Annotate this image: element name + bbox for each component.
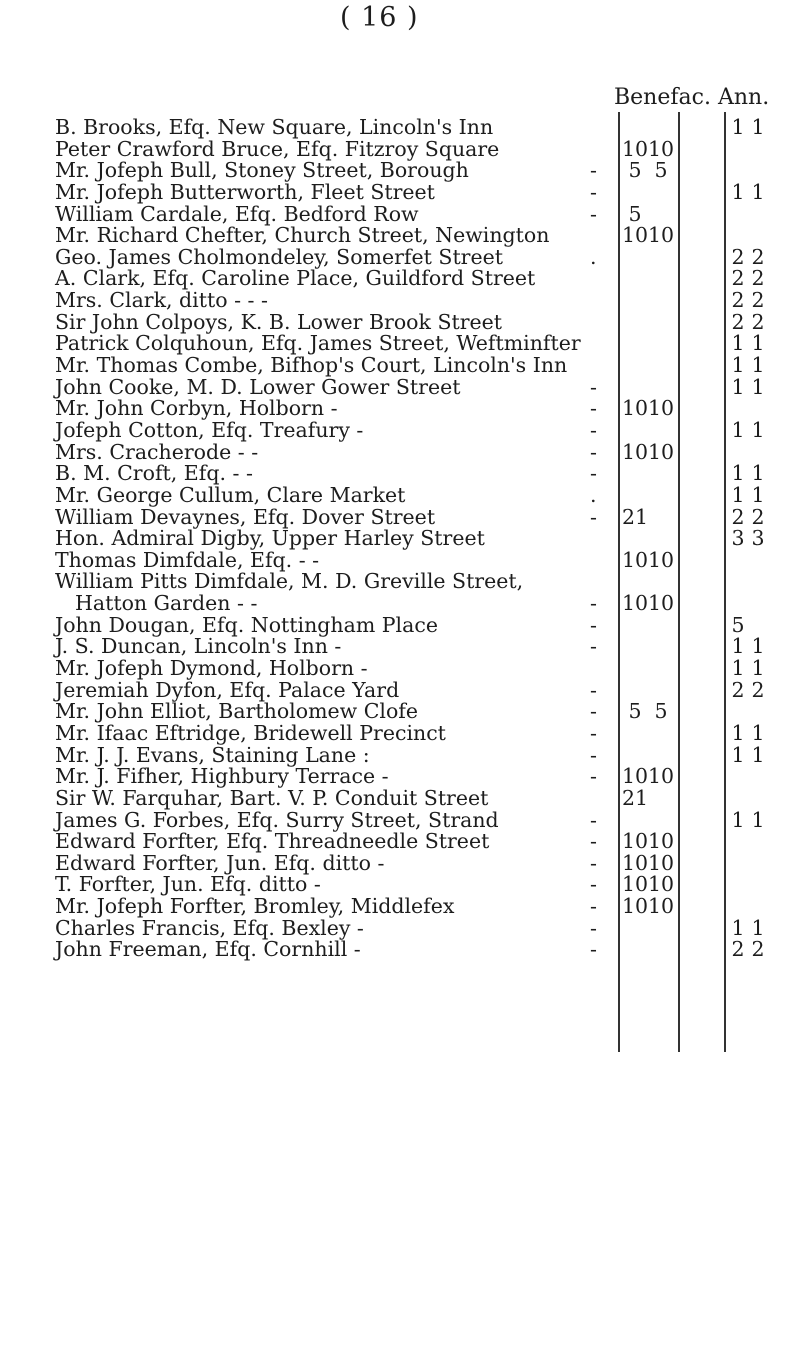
leader-mark: - xyxy=(590,850,597,875)
subscriber-row xyxy=(0,160,800,182)
benefaction-pounds: 10 xyxy=(622,136,649,161)
subscriber-name: Jofeph Cotton, Efq. Treafury - xyxy=(55,417,364,442)
subscriber-row xyxy=(0,874,800,896)
benefaction-pounds: 10 xyxy=(622,764,649,789)
subscriber-name: Geo. James Cholmondeley, Somerfet Street xyxy=(55,244,503,269)
annual-shillings: 2 xyxy=(751,244,765,269)
benefaction-shillings: 5 xyxy=(654,158,668,183)
annual-shillings: 2 xyxy=(751,309,765,334)
subscriber-row xyxy=(0,482,800,507)
leader-mark: - xyxy=(590,179,597,204)
subscriber-row xyxy=(0,896,800,918)
leader-mark: - xyxy=(590,374,597,399)
subscriber-name: T. Forfter, Jun. Efq. ditto - xyxy=(55,872,321,897)
subscriber-name: Thomas Dimfdale, Efq. - - xyxy=(55,547,320,572)
subscriber-name: Sir John Colpoys, K. B. Lower Brook Street xyxy=(55,309,503,334)
page-number: ( 16 ) xyxy=(340,2,419,33)
benefaction-column-header: Benefac. xyxy=(614,85,711,110)
leader-mark: - xyxy=(590,807,597,832)
benefaction-shillings: 10 xyxy=(648,439,675,464)
subscriber-row xyxy=(0,571,800,593)
subscriber-row xyxy=(0,179,800,204)
subscriber-row xyxy=(0,766,800,788)
annual-pounds: 1 xyxy=(731,115,745,139)
annual-shillings: 1 xyxy=(751,634,765,659)
leader-mark: - xyxy=(590,872,597,897)
subscriber-name: Mr. J. Fifher, Highbury Terrace - xyxy=(55,764,389,789)
annual-shillings: 1 xyxy=(751,461,765,486)
subscriber-row xyxy=(0,547,800,572)
leader-mark: - xyxy=(590,764,597,789)
leader-mark: - xyxy=(590,417,597,442)
annual-pounds: 2 xyxy=(731,937,745,962)
subscriber-name: Sir W. Farquhar, Bart. V. P. Conduit Street xyxy=(55,785,489,810)
subscriber-name: Edward Forfter, Efq. Threadneedle Street xyxy=(55,829,490,854)
annual-shillings: 1 xyxy=(751,417,765,442)
subscriber-row xyxy=(0,136,800,161)
leader-mark: - xyxy=(590,829,597,854)
subscriber-name: James G. Forbes, Efq. Surry Street, Strand xyxy=(55,807,499,832)
subscriber-name: Edward Forfter, Jun. Efq. ditto - xyxy=(55,850,385,875)
annual-pounds: 2 xyxy=(731,504,745,529)
subscriber-row xyxy=(0,333,800,355)
subscriber-name: B. Brooks, Efq. New Square, Lincoln's Inn xyxy=(55,115,494,139)
subscriber-row xyxy=(0,355,800,377)
benefaction-shillings: 10 xyxy=(648,136,675,161)
subscriber-row xyxy=(0,701,800,723)
subscriber-name: Jeremiah Dyfon, Efq. Palace Yard xyxy=(55,677,400,702)
benefaction-shillings: 10 xyxy=(648,894,675,919)
subscriber-name: Mrs. Clark, ditto - - - xyxy=(55,288,268,313)
subscriber-row xyxy=(0,742,800,767)
annual-pounds: 5 xyxy=(731,612,745,637)
subscriber-row xyxy=(0,463,800,485)
annual-shillings: 1 xyxy=(751,482,765,507)
subscriber-row xyxy=(0,268,800,290)
benefaction-pounds: 5 xyxy=(628,699,642,724)
subscriber-name: Mr. Ifaac Eftridge, Bridewell Precinct xyxy=(55,720,446,745)
subscriber-name: John Cooke, M. D. Lower Gower Street xyxy=(55,374,461,399)
subscriber-name: J. S. Duncan, Lincoln's Inn - xyxy=(55,634,342,659)
annual-pounds: 1 xyxy=(731,331,745,356)
benefaction-pounds: 10 xyxy=(622,872,649,897)
subscriber-row xyxy=(0,831,800,853)
subscriber-name: William Cardale, Efq. Bedford Row xyxy=(55,201,419,226)
subscriber-name: A. Clark, Efq. Caroline Place, Guildford Street xyxy=(55,266,536,291)
subscriber-row xyxy=(0,201,800,226)
leader-mark: - xyxy=(590,396,597,421)
subscriber-row xyxy=(0,398,800,420)
subscriber-row xyxy=(0,850,800,875)
annual-pounds: 1 xyxy=(731,634,745,659)
annual-pounds: 1 xyxy=(731,461,745,486)
annual-pounds: 1 xyxy=(731,179,745,204)
annual-pounds: 1 xyxy=(731,353,745,378)
subscriber-name: Patrick Colquhoun, Efq. James Street, Weftminfter xyxy=(55,331,581,356)
subscriber-row xyxy=(0,225,800,247)
subscriber-name: William Pitts Dimfdale, M. D. Greville Street, xyxy=(55,569,524,594)
annual-shillings: 1 xyxy=(751,374,765,399)
annual-pounds: 3 xyxy=(731,526,745,551)
subscriber-row xyxy=(0,528,800,550)
leader-mark: - xyxy=(590,158,597,183)
subscriber-row xyxy=(0,939,800,961)
benefaction-pounds: 10 xyxy=(622,591,649,616)
benefaction-pounds: 10 xyxy=(622,547,649,572)
benefaction-shillings: 5 xyxy=(654,699,668,724)
subscriber-row xyxy=(0,658,800,680)
subscriber-row xyxy=(0,636,800,658)
annual-shillings: 1 xyxy=(751,179,765,204)
subscriber-name: Mr. J. J. Evans, Staining Lane : xyxy=(55,742,370,767)
annual-pounds: 2 xyxy=(731,244,745,269)
leader-mark: - xyxy=(590,937,597,962)
benefaction-shillings: 10 xyxy=(648,223,675,248)
leader-mark: - xyxy=(590,742,597,767)
benefaction-pounds: 10 xyxy=(622,829,649,854)
benefaction-shillings: 10 xyxy=(648,872,675,897)
annual-shillings: 1 xyxy=(751,915,765,940)
annual-pounds: 2 xyxy=(731,288,745,313)
benefaction-pounds: 10 xyxy=(622,396,649,421)
benefaction-pounds: 21 xyxy=(622,504,649,529)
leader-mark: . xyxy=(590,482,597,507)
subscriber-name: Mr. Thomas Combe, Bifhop's Court, Lincoln's Inn xyxy=(55,353,568,378)
annual-pounds: 2 xyxy=(731,677,745,702)
annual-pounds: 2 xyxy=(731,309,745,334)
annual-shillings: 2 xyxy=(751,677,765,702)
annual-shillings: 2 xyxy=(751,937,765,962)
annual-shillings: 1 xyxy=(751,742,765,767)
subscriber-row xyxy=(0,677,800,702)
subscriber-row xyxy=(0,593,800,615)
annual-pounds: 1 xyxy=(731,742,745,767)
subscriber-list xyxy=(0,117,800,961)
subscriber-name: Peter Crawford Bruce, Efq. Fitzroy Square xyxy=(55,136,500,161)
benefaction-shillings: 10 xyxy=(648,764,675,789)
subscriber-row xyxy=(0,439,800,464)
annual-shillings: 1 xyxy=(751,807,765,832)
annual-pounds: 1 xyxy=(731,915,745,940)
annual-shillings: 1 xyxy=(751,720,765,745)
leader-mark: - xyxy=(590,699,597,724)
leader-mark: - xyxy=(590,201,597,226)
benefaction-pounds: 10 xyxy=(622,894,649,919)
subscriber-name: Mrs. Cracherode - - xyxy=(55,439,259,464)
subscriber-row xyxy=(0,807,800,832)
subscriber-name: Mr. John Corbyn, Holborn - xyxy=(55,396,338,421)
subscriber-name: B. M. Croft, Efq. - - xyxy=(55,461,253,486)
leader-mark: - xyxy=(590,894,597,919)
subscriber-row xyxy=(0,244,800,269)
annual-column-header: Ann. xyxy=(718,85,770,110)
benefaction-pounds: 10 xyxy=(622,439,649,464)
benefaction-pounds: 21 xyxy=(622,785,649,810)
subscriber-row xyxy=(0,915,800,940)
benefaction-pounds: 5 xyxy=(628,201,642,226)
leader-mark: - xyxy=(590,720,597,745)
annual-pounds: 1 xyxy=(731,720,745,745)
benefaction-pounds: 5 xyxy=(628,158,642,183)
leader-mark: - xyxy=(590,461,597,486)
subscriber-row xyxy=(0,374,800,399)
subscriber-row xyxy=(0,309,800,334)
benefaction-shillings: 10 xyxy=(648,396,675,421)
annual-shillings: 1 xyxy=(751,656,765,681)
benefaction-pounds: 10 xyxy=(622,850,649,875)
annual-shillings: 1 xyxy=(751,115,765,139)
leader-mark: - xyxy=(590,612,597,637)
annual-shillings: 2 xyxy=(751,266,765,291)
subscriber-name: William Devaynes, Efq. Dover Street xyxy=(55,504,436,529)
subscriber-row xyxy=(0,290,800,312)
benefaction-pounds: 10 xyxy=(622,223,649,248)
benefaction-shillings: 10 xyxy=(648,829,675,854)
annual-shillings: 2 xyxy=(751,288,765,313)
leader-mark: - xyxy=(590,677,597,702)
leader-mark: - xyxy=(590,439,597,464)
subscriber-row xyxy=(0,720,800,745)
leader-mark: - xyxy=(590,634,597,659)
annual-pounds: 1 xyxy=(731,417,745,442)
annual-shillings: 1 xyxy=(751,353,765,378)
annual-pounds: 1 xyxy=(731,374,745,399)
annual-shillings: 1 xyxy=(751,331,765,356)
subscriber-name: Mr. John Elliot, Bartholomew Clofe xyxy=(55,699,419,724)
subscriber-row xyxy=(0,417,800,442)
subscriber-row xyxy=(0,785,800,810)
annual-pounds: 1 xyxy=(731,656,745,681)
annual-shillings: 3 xyxy=(751,526,765,551)
subscriber-name: Charles Francis, Efq. Bexley - xyxy=(55,915,364,940)
subscriber-row xyxy=(0,504,800,529)
subscriber-row xyxy=(0,612,800,637)
leader-mark: - xyxy=(590,504,597,529)
annual-shillings: 2 xyxy=(751,504,765,529)
subscriber-name: Mr. Richard Chefter, Church Street, Newington xyxy=(55,223,550,248)
annual-pounds: 2 xyxy=(731,266,745,291)
leader-mark: - xyxy=(590,915,597,940)
benefaction-shillings: 10 xyxy=(648,850,675,875)
subscriber-name: Hon. Admiral Digby, Upper Harley Street xyxy=(55,526,485,551)
subscriber-row xyxy=(0,117,800,139)
subscriber-name: Mr. Jofeph Butterworth, Fleet Street xyxy=(55,179,435,204)
subscriber-name: Mr. Jofeph Bull, Stoney Street, Borough xyxy=(55,158,469,183)
leader-mark: - xyxy=(590,591,597,616)
annual-pounds: 1 xyxy=(731,482,745,507)
benefaction-shillings: 10 xyxy=(648,591,675,616)
subscriber-name: John Dougan, Efq. Nottingham Place xyxy=(55,612,438,637)
subscriber-name: Mr. George Cullum, Clare Market xyxy=(55,482,406,507)
annual-pounds: 1 xyxy=(731,807,745,832)
benefaction-shillings: 10 xyxy=(648,547,675,572)
leader-mark: . xyxy=(590,244,597,269)
subscriber-name: John Freeman, Efq. Cornhill - xyxy=(55,937,361,962)
subscriber-name: Hatton Garden - - xyxy=(75,591,258,616)
subscriber-name: Mr. Jofeph Forfter, Bromley, Middlefex xyxy=(55,894,455,919)
subscriber-name: Mr. Jofeph Dymond, Holborn - xyxy=(55,656,368,681)
